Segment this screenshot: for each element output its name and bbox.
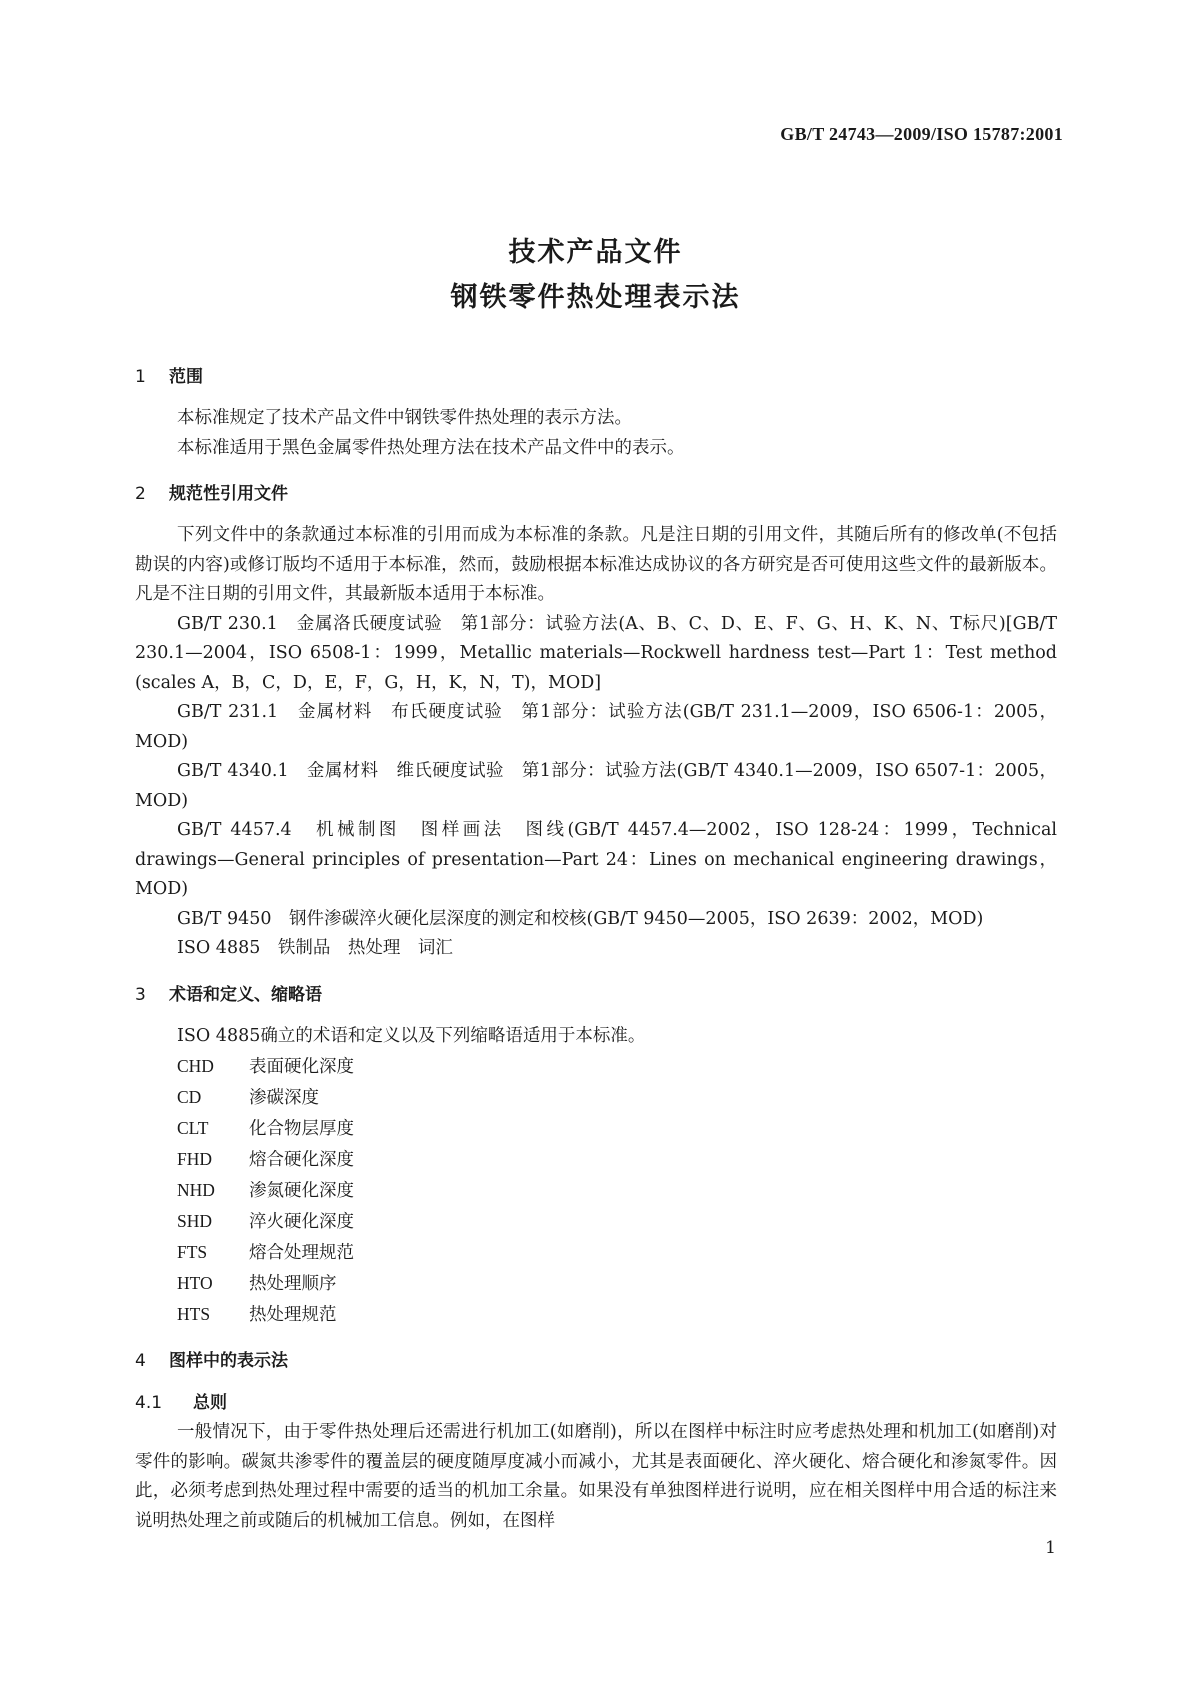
abbreviation-item xyxy=(135,1144,1057,1175)
standard-code: GB/T 24743—2009/ISO 15787:2001 xyxy=(780,124,1063,144)
abbreviation-item xyxy=(135,1113,1057,1144)
abbreviation-item xyxy=(135,1175,1057,1206)
reference-item: GB/T 230.1 金属洛氏硬度试验 第1部分：试验方法(A、B、C、D、E、F、G、H、K、N、T标尺)[GB/T 230.1—2004，ISO 6508-1：1999，Metallic materials—Rockwell hardness test—Part 1：Test method (scales A，B，C，D，E，F，G，H，K，N，T)，MOD] xyxy=(135,613,1057,693)
section-1-heading xyxy=(135,362,1057,392)
abbreviation-item xyxy=(135,1082,1057,1113)
abbr-text: 渗氮硬化深度 xyxy=(249,1181,354,1201)
subsection-title: 总则 xyxy=(193,1393,227,1413)
section-number: 2 xyxy=(135,484,146,504)
abbr-text: 淬火硬化深度 xyxy=(249,1212,354,1232)
reference-item: GB/T 9450 钢件渗碳淬火硬化层深度的测定和校核(GB/T 9450—2005，ISO 2639：2002，MOD) xyxy=(177,908,984,929)
section-number: 1 xyxy=(135,367,146,387)
abbr-code: SHD xyxy=(177,1211,213,1231)
subsection-4-1-heading xyxy=(135,1388,1057,1418)
abbreviation-item xyxy=(135,1268,1057,1299)
abbreviation-item xyxy=(135,1206,1057,1237)
abbreviation-item xyxy=(135,1299,1057,1330)
section-2-heading xyxy=(135,479,1057,509)
reference-item: GB/T 231.1 金属材料 布氏硬度试验 第1部分：试验方法(GB/T 231.1—2009，ISO 6506-1：2005，MOD) xyxy=(135,702,1057,752)
abbr-text: 热处理顺序 xyxy=(249,1274,337,1294)
section-3-heading xyxy=(135,980,1057,1010)
abbreviation-item xyxy=(135,1051,1057,1082)
abbr-text: 渗碳深度 xyxy=(249,1088,319,1108)
abbr-text: 化合物层厚度 xyxy=(249,1119,354,1139)
page-number: 1 xyxy=(1045,1538,1056,1558)
reference-item: GB/T 4457.4 机械制图 图样画法 图线(GB/T 4457.4—2002，ISO 128-24：1999，Technical drawings—General principles of presentation—Part 24：Lines on mechanical engineering drawings，MOD) xyxy=(135,820,1057,899)
abbreviation-item xyxy=(135,1237,1057,1268)
paragraph: 下列文件中的条款通过本标准的引用而成为本标准的条款。凡是注日期的引用文件，其随后所有的修改单(不包括勘误的内容)或修订版均不适用于本标准，然而，鼓励根据本标准达成协议的各方研究是否可使用这些文件的最新版本。凡是不注日期的引用文件，其最新版本适用于本标准。 xyxy=(135,525,1057,604)
abbr-code: CLT xyxy=(177,1118,209,1138)
abbr-code: HTS xyxy=(177,1304,211,1324)
abbr-code: HTO xyxy=(177,1273,213,1293)
abbr-code: CHD xyxy=(177,1056,214,1076)
section-number: 3 xyxy=(135,984,146,1005)
abbr-text: 熔合硬化深度 xyxy=(249,1150,354,1170)
reference-item: ISO 4885 铁制品 热处理 词汇 xyxy=(177,938,453,958)
section-title: 范围 xyxy=(169,367,203,387)
subsection-number: 4.1 xyxy=(135,1393,163,1413)
abbr-code: FHD xyxy=(177,1149,213,1169)
doc-title-line2: 钢铁零件热处理表示法 xyxy=(450,282,741,313)
abbr-text: 熔合处理规范 xyxy=(249,1243,354,1263)
abbr-code: CD xyxy=(177,1087,202,1107)
paragraph: 一般情况下，由于零件热处理后还需进行机加工(如磨削)，所以在图样中标注时应考虑热处理和机加工(如磨削)对零件的影响。碳氮共渗零件的覆盖层的硬度随厚度减小而减小，尤其是表面硬化、淬火硬化、熔合硬化和渗氮零件。因此，必须考虑到热处理过程中需要的适当的机加工余量。如果没有单独图样进行说明，应在相关图样中用合适的标注来说明热处理之前或随后的机械加工信息。例如，在图样 xyxy=(135,1422,1057,1531)
paragraph: 本标准规定了技术产品文件中钢铁零件热处理的表示方法。 xyxy=(177,408,632,428)
doc-body xyxy=(135,362,1057,1536)
abbr-code: NHD xyxy=(177,1180,215,1200)
section-title: 术语和定义、缩略语 xyxy=(169,984,322,1005)
section-4-heading xyxy=(135,1346,1057,1376)
reference-item: GB/T 4340.1 金属材料 维氏硬度试验 第1部分：试验方法(GB/T 4340.1—2009，ISO 6507-1：2005，MOD) xyxy=(135,761,1057,811)
abbr-code: FTS xyxy=(177,1242,208,1262)
section-title: 图样中的表示法 xyxy=(169,1351,288,1371)
abbr-text: 表面硬化深度 xyxy=(249,1057,354,1077)
section-number: 4 xyxy=(135,1351,146,1371)
section-title: 规范性引用文件 xyxy=(169,484,288,504)
doc-title-line1: 技术产品文件 xyxy=(508,237,683,268)
paragraph: 本标准适用于黑色金属零件热处理方法在技术产品文件中的表示。 xyxy=(177,437,685,458)
abbr-text: 热处理规范 xyxy=(249,1305,337,1325)
paragraph: ISO 4885确立的术语和定义以及下列缩略语适用于本标准。 xyxy=(177,1025,646,1046)
